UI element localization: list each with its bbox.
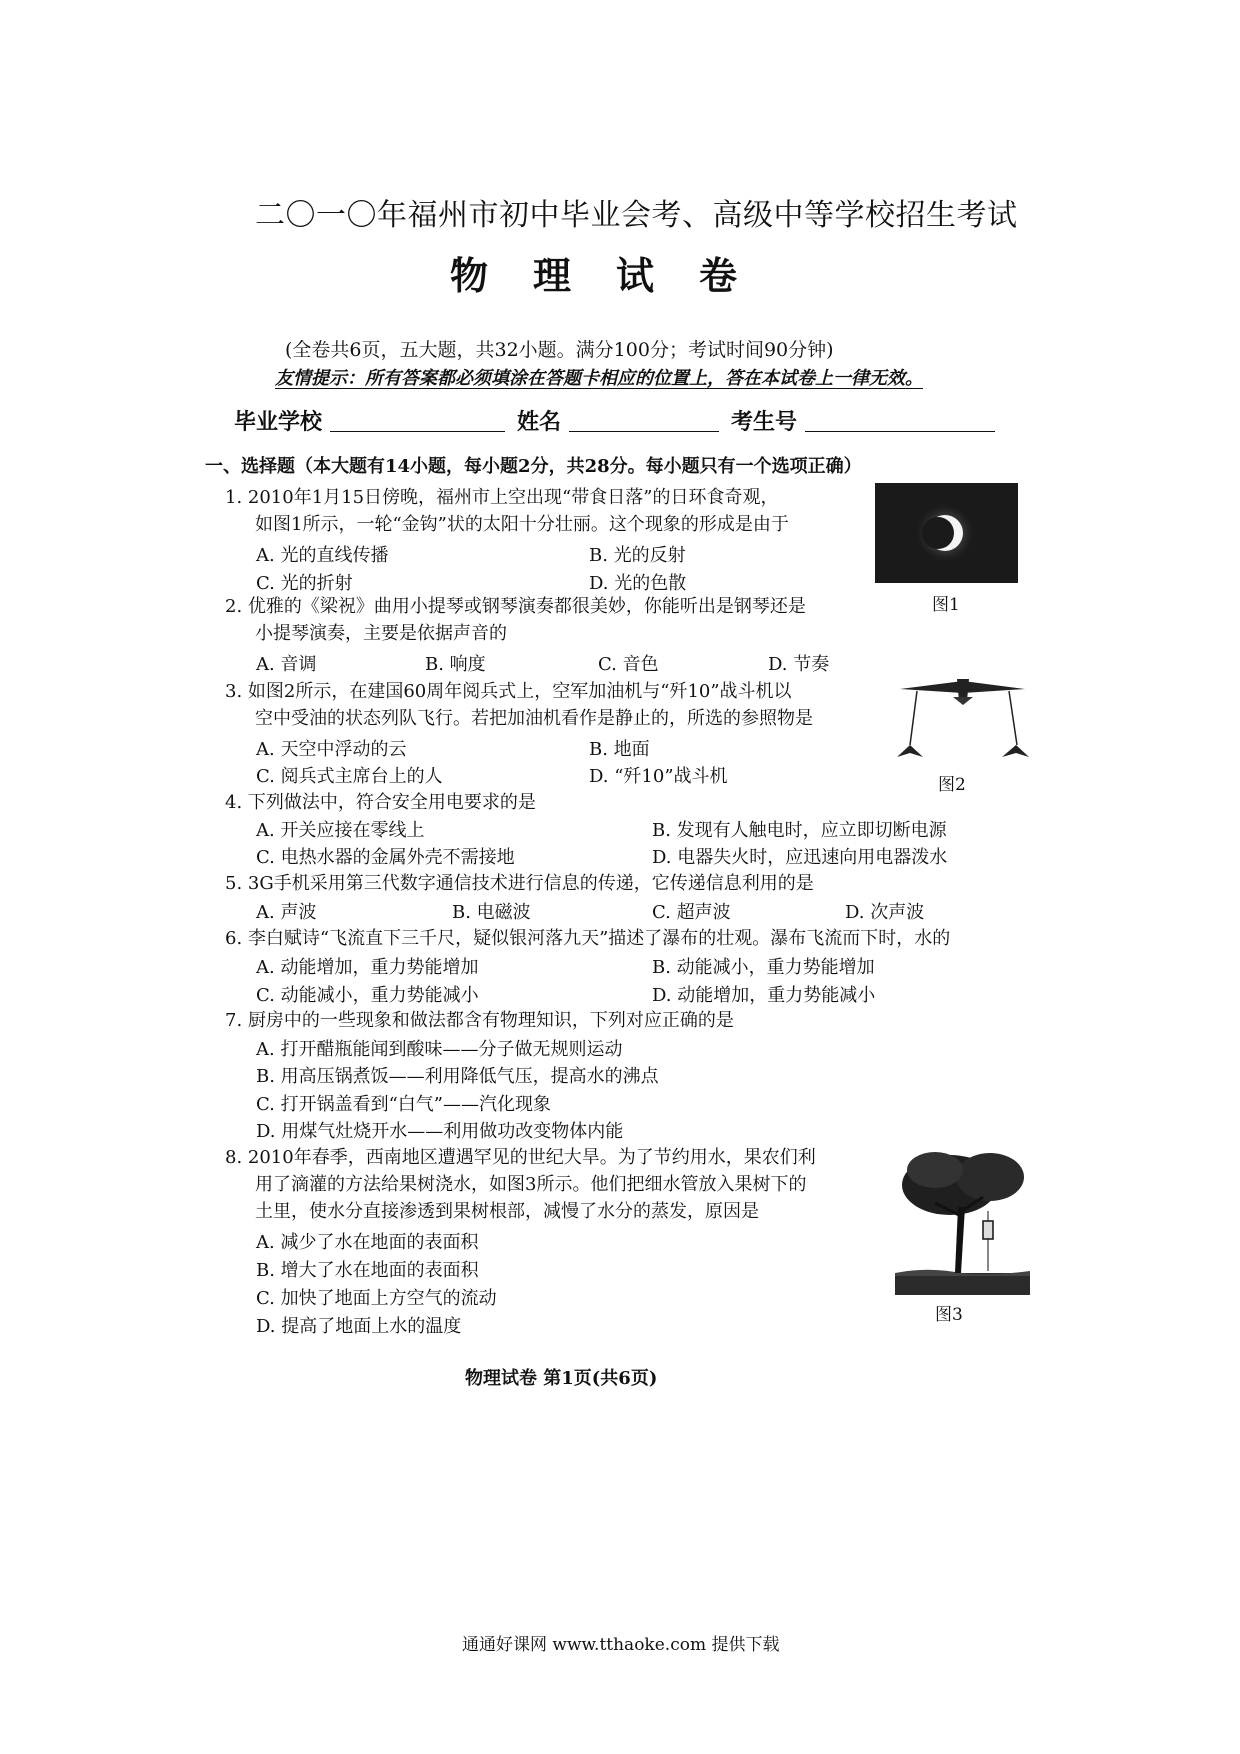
question-4-option-b: B. 发现有人触电时，应立即切断电源 xyxy=(652,820,947,841)
download-watermark: 通通好课网 www.tthaoke.com 提供下载 xyxy=(462,1635,780,1655)
question-7-option-c: C. 打开锅盖看到“白气”——汽化现象 xyxy=(256,1094,551,1115)
question-6-option-a: A. 动能增加，重力势能增加 xyxy=(256,957,479,978)
question-1-option-c: C. 光的折射 xyxy=(256,573,353,594)
section-heading: 一、选择题（本大题有14小题，每小题2分，共28分。每小题只有一个选项正确） xyxy=(205,456,862,477)
name-blank[interactable] xyxy=(569,409,719,432)
question-5-stem: 5. 3G手机采用第三代数字通信技术进行信息的传递，它传递信息利用的是 xyxy=(225,873,814,894)
question-1-option-b: B. 光的反射 xyxy=(589,545,686,566)
figure-2-aircraft-image xyxy=(895,675,1030,765)
subject-title: 物理试卷 xyxy=(450,253,783,298)
question-8-option-b: B. 增大了水在地面的表面积 xyxy=(256,1260,479,1281)
figure-1-caption: 图1 xyxy=(932,595,960,615)
question-4-option-d: D. 电器失火时，应迅速向用电器泼水 xyxy=(652,847,948,868)
question-3-stem-line-1: 3. 如图2所示，在建国60周年阅兵式上，空军加油机与“歼10”战斗机以 xyxy=(225,681,792,702)
question-4-option-c: C. 电热水器的金属外壳不需接地 xyxy=(256,847,515,868)
question-3-option-d: D. “歼10”战斗机 xyxy=(589,766,728,787)
question-7-stem: 7. 厨房中的一些现象和做法都含有物理知识，下列对应正确的是 xyxy=(225,1010,734,1031)
question-2-option-d: D. 节奏 xyxy=(768,654,830,675)
question-3-option-b: B. 地面 xyxy=(589,739,650,760)
question-5-option-b: B. 电磁波 xyxy=(452,902,531,923)
exam-number-label: 考生号 xyxy=(731,409,798,435)
question-8-option-d: D. 提高了地面上水的温度 xyxy=(256,1316,462,1337)
question-2-stem-line-2: 小提琴演奏，主要是依据声音的 xyxy=(255,623,507,644)
question-8-stem-line-1: 8. 2010年春季，西南地区遭遇罕见的世纪大旱。为了节约用水，果农们利 xyxy=(225,1147,816,1168)
question-7-option-a: A. 打开醋瓶能闻到酸味——分子做无规则运动 xyxy=(256,1039,623,1060)
figure-1-eclipse-image xyxy=(875,483,1018,583)
question-8-option-c: C. 加快了地面上方空气的流动 xyxy=(256,1288,497,1309)
question-8-option-a: A. 减少了水在地面的表面积 xyxy=(256,1232,479,1253)
question-3-option-a: A. 天空中浮动的云 xyxy=(256,739,407,760)
question-1-option-a: A. 光的直线传播 xyxy=(256,545,389,566)
question-6-option-c: C. 动能减小，重力势能减小 xyxy=(256,985,479,1006)
question-7-option-b: B. 用高压锅煮饭——利用降低气压，提高水的沸点 xyxy=(256,1066,659,1087)
exam-main-title: 二〇一〇年福州市初中毕业会考、高级中等学校招生考试 xyxy=(255,198,1018,233)
question-5-option-c: C. 超声波 xyxy=(652,902,731,923)
school-blank[interactable] xyxy=(330,409,505,432)
question-4-stem: 4. 下列做法中，符合安全用电要求的是 xyxy=(225,792,536,813)
question-6-stem: 6. 李白赋诗“飞流直下三千尺，疑似银河落九天”描述了瀑布的壮观。瀑布飞流而下时，水的 xyxy=(225,928,951,949)
figure-2-caption: 图2 xyxy=(938,775,966,795)
question-6-option-b: B. 动能减小，重力势能增加 xyxy=(652,957,875,978)
question-4-option-a: A. 开关应接在零线上 xyxy=(256,820,425,841)
question-8-stem-line-3: 土里，使水分直接渗透到果树根部，减慢了水分的蒸发，原因是 xyxy=(255,1201,759,1222)
question-3-option-c: C. 阅兵式主席台上的人 xyxy=(256,766,443,787)
figure-3-tree-image xyxy=(895,1145,1030,1295)
question-2-option-b: B. 响度 xyxy=(425,654,486,675)
question-1-option-d: D. 光的色散 xyxy=(589,573,687,594)
name-label: 姓名 xyxy=(517,409,562,435)
question-8-stem-line-2: 用了滴灌的方法给果树浇水，如图3所示。他们把细水管放入果树下的 xyxy=(255,1174,807,1195)
exam-number-blank[interactable] xyxy=(805,409,995,432)
exam-info-line: (全卷共6页，五大题，共32小题。满分100分；考试时间90分钟) xyxy=(285,339,834,361)
question-7-option-d: D. 用煤气灶烧开水——利用做功改变物体内能 xyxy=(256,1121,624,1142)
page-footer: 物理试卷 第1页(共6页) xyxy=(465,1368,658,1389)
question-1-stem-line-2: 如图1所示，一轮“金钩”状的太阳十分壮丽。这个现象的形成是由于 xyxy=(255,514,789,535)
question-2-option-a: A. 音调 xyxy=(256,654,317,675)
question-6-option-d: D. 动能增加，重力势能减小 xyxy=(652,985,876,1006)
student-info-row xyxy=(234,405,1007,436)
question-5-option-a: A. 声波 xyxy=(256,902,317,923)
question-3-stem-line-2: 空中受油的状态列队飞行。若把加油机看作是静止的，所选的参照物是 xyxy=(255,708,813,729)
figure-3-caption: 图3 xyxy=(935,1305,963,1325)
question-2-stem-line-1: 2. 优雅的《梁祝》曲用小提琴或钢琴演奏都很美妙，你能听出是钢琴还是 xyxy=(225,596,806,617)
question-5-option-d: D. 次声波 xyxy=(845,902,925,923)
question-1-stem-line-1: 1. 2010年1月15日傍晚，福州市上空出现“带食日落”的日环食奇观， xyxy=(225,487,779,508)
exam-tip-line: 友情提示：所有答案都必须填涂在答题卡相应的位置上，答在本试卷上一律无效。 xyxy=(275,368,923,389)
school-label: 毕业学校 xyxy=(234,409,323,435)
question-2-option-c: C. 音色 xyxy=(598,654,659,675)
